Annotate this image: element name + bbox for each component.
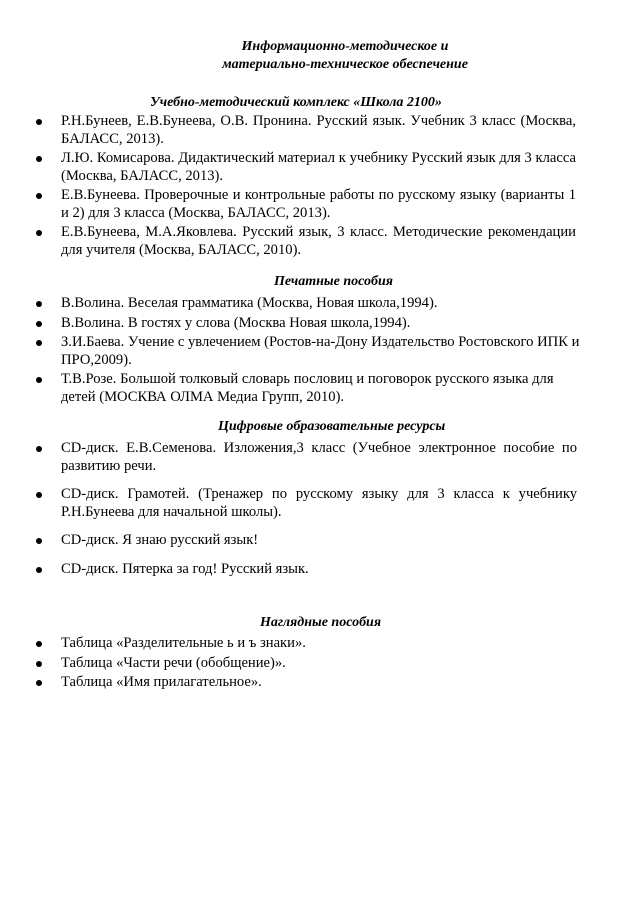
bullet-icon (36, 538, 42, 544)
bullet-icon (36, 377, 42, 383)
bullet-icon (36, 680, 42, 686)
list-item: CD-диск. Е.В.Семенова. Изложения,3 класс (Учебное электронное пособие по развитию речи. (36, 440, 577, 475)
section-list-printed (36, 295, 581, 408)
bullet-icon (36, 119, 42, 125)
list-item: Е.В.Бунеева, М.А.Яковлева. Русский язык, 3 класс. Методические рекомендации для учителя (Москва, БАЛАСС, 2010). (36, 224, 576, 259)
list-item: Т.В.Розе. Большой толковый словарь пословиц и поговорок русского языка для детей (МОСКВА ОЛМА Медиа Групп, 2010). (36, 371, 581, 406)
bullet-icon (36, 301, 42, 307)
bullet-icon (36, 230, 42, 236)
section-list-umk (36, 113, 576, 261)
list-item: Е.В.Бунеева. Проверочные и контрольные работы по русскому языку (варианты 1 и 2) для 3 класса (Москва, БАЛАСС, 2013). (36, 187, 576, 222)
list-item: CD-диск. Грамотей. (Тренажер по русскому языку для 3 класса к учебнику Р.Н.Бунеева для начальной школы). (36, 486, 577, 521)
list-item: Р.Н.Бунеев, Е.В.Бунеева, О.В. Пронина. Русский язык. Учебник 3 класс (Москва, БАЛАСС, 2013). (36, 113, 576, 148)
list-item: В.Волина. Веселая грамматика (Москва, Новая школа,1994). (36, 295, 581, 313)
bullet-icon (36, 446, 42, 452)
bullet-icon (36, 661, 42, 667)
title-line-1: Информационно-методическое и (241, 39, 449, 54)
bullet-icon (36, 641, 42, 647)
bullet-icon (36, 321, 42, 327)
list-item: Таблица «Разделительные ь и ъ знаки». (36, 635, 577, 653)
section-list-visual (36, 635, 577, 694)
section-heading-digital: Цифровые образовательные ресурсы (218, 419, 446, 434)
list-item: CD-диск. Я знаю русский язык! (36, 532, 577, 550)
list-item: Таблица «Имя прилагательное». (36, 674, 577, 692)
title-line-2: материально-техническое обеспечение (222, 57, 468, 72)
section-heading-visual: Наглядные пособия (260, 615, 382, 630)
bullet-icon (36, 193, 42, 199)
list-item: В.Волина. В гостях у слова (Москва Новая школа,1994). (36, 315, 581, 333)
section-heading-umk: Учебно-методический комплекс «Школа 2100» (150, 95, 442, 110)
list-item: Л.Ю. Комисарова. Дидактический материал к учебнику Русский язык для 3 класса (Москва, БАЛАСС, 2013). (36, 150, 576, 185)
document-title (180, 38, 510, 74)
bullet-icon (36, 492, 42, 498)
bullet-icon (36, 156, 42, 162)
list-item: CD-диск. Пятерка за год! Русский язык. (36, 561, 577, 579)
bullet-icon (36, 340, 42, 346)
section-list-digital (36, 440, 577, 589)
section-heading-printed: Печатные пособия (274, 274, 393, 289)
bullet-icon (36, 567, 42, 573)
list-item: Таблица «Части речи (обобщение)». (36, 655, 577, 673)
list-item: З.И.Баева. Учение с увлечением (Ростов-на-Дону Издательство Ростовского ИПК и ПРО,2009). (36, 334, 581, 369)
